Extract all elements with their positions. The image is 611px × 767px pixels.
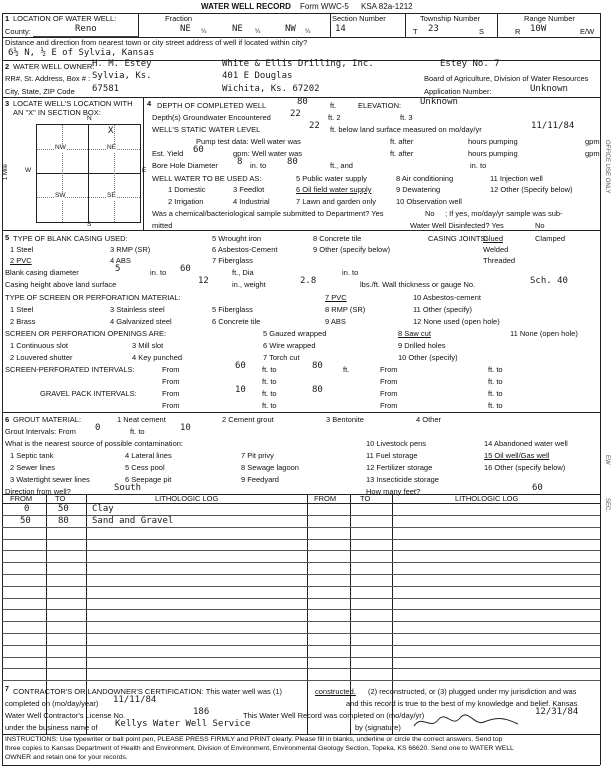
completed-label: completed on (mo/day/year) [5, 699, 99, 708]
cert-constructed[interactable]: constructed. [315, 687, 356, 696]
joints-glued[interactable]: Glued [483, 234, 504, 243]
township-value: 23 [428, 24, 439, 34]
range-prefix: R [515, 27, 521, 36]
casing-label: TYPE OF BLANK CASING USED: [13, 234, 128, 243]
opening-louvered[interactable]: 2 Louvered shutter [10, 353, 73, 362]
source-cess-pool[interactable]: 5 Cess pool [125, 463, 165, 472]
screen-asbestos[interactable]: 10 Asbestos-cement [413, 293, 481, 302]
location-mark: X [108, 126, 114, 136]
perf-ft: ft. [343, 365, 350, 374]
log-row-1-desc: Clay [92, 504, 114, 514]
driller-name: White & Ellis Drilling, Inc. [222, 59, 374, 69]
source-fuel[interactable]: 11 Fuel storage [366, 451, 418, 460]
source-sewer[interactable]: 2 Sewer lines [10, 463, 56, 472]
source-oil-gas-well[interactable]: 15 Oil well/Gas well [484, 451, 550, 460]
source-abandoned-well[interactable]: 14 Abandoned water well [484, 439, 568, 448]
log-row-line [2, 574, 600, 575]
opening-other[interactable]: 10 Other (specify) [398, 353, 458, 362]
use-other[interactable]: 12 Other (Specify below) [490, 185, 573, 194]
screen-pvc[interactable]: 7 PVC [325, 293, 347, 302]
quadrant-nw: NW [55, 144, 66, 151]
bore-and: ft., and [330, 161, 353, 170]
section-1-number: 1 [5, 14, 10, 23]
screen-brass[interactable]: 2 Brass [10, 317, 36, 326]
source-fertilizer[interactable]: 12 Fertilizer storage [366, 463, 433, 472]
height-label: Casing height above land surface [5, 280, 117, 289]
log-row-line [2, 668, 600, 669]
address-label: RR#, St. Address, Box # : [5, 74, 91, 83]
pump-after: ft. after [390, 137, 414, 146]
perf-to-4: ft. to [488, 377, 503, 386]
depth-value: 80 [297, 97, 308, 107]
bore-label: Bore Hole Diameter [152, 161, 218, 170]
grout-other[interactable]: 4 Other [416, 415, 442, 424]
section-number-label: Section Number [332, 14, 386, 23]
quadrant-sw: SW [55, 192, 66, 199]
quarter-mark-2: ¼ [255, 28, 261, 35]
perf-to-2: ft. to [488, 365, 503, 374]
source-septic[interactable]: 1 Septic tank [10, 451, 54, 460]
casing-concrete[interactable]: 8 Concrete tile [313, 234, 362, 243]
use-domestic[interactable]: 1 Domestic [168, 185, 206, 194]
city-label: City, State, ZIP Code [5, 87, 75, 96]
business-value: Kellys Water Well Service [115, 719, 251, 729]
quarter-mark-3: ¼ [305, 28, 311, 35]
use-lawn-garden[interactable]: 7 Lawn and garden only [296, 197, 377, 206]
signature [412, 712, 522, 732]
perf-from-value: 60 [235, 361, 246, 371]
license-value: 186 [193, 707, 210, 717]
groundwater-label: Depth(s) Groundwater Encountered [152, 113, 271, 122]
casing-pvc[interactable]: 2 PVC [10, 256, 32, 265]
screen-stainless[interactable]: 3 Stainless steel [110, 305, 165, 314]
compass-e: E [142, 167, 147, 174]
groundwater-1: 22 [290, 109, 301, 119]
yield-value: 60 [193, 145, 204, 155]
use-feedlot[interactable]: 3 Feedlot [233, 185, 265, 194]
screen-label: TYPE OF SCREEN OR PERFORATION MATERIAL: [5, 293, 181, 302]
static-date: 11/11/84 [531, 121, 575, 131]
section-7-number: 7 [5, 686, 9, 693]
township-label: Township Number [420, 14, 481, 23]
section-6-number: 6 [5, 415, 10, 424]
yield-after: ft. after [390, 149, 414, 158]
address-value: Sylvia, Ks. [92, 71, 152, 81]
log-row-2-desc: Sand and Gravel [92, 516, 174, 526]
owner-label: WATER WELL OWNER: [13, 62, 95, 71]
log-row-line [2, 562, 600, 563]
record-label: This Water Well Record was completed on (mo/day/yr) [243, 711, 425, 720]
screen-other[interactable]: 11 Other (specify) [413, 305, 473, 314]
ksa-reference: KSA 82a-1212 [361, 2, 413, 11]
opening-saw-cut[interactable]: 8 Saw cut [398, 329, 431, 338]
diameter-in-to: in. to [150, 268, 167, 277]
board-label: Board of Agriculture, Division of Water Resources [424, 74, 589, 83]
bore-in-to-2: in. to [470, 161, 487, 170]
application-label: Application Number: [424, 87, 492, 96]
use-oil-field-supply[interactable]: 6 Oil field water supply [296, 185, 372, 194]
gravel-to-4: ft. to [488, 401, 503, 410]
form-number: Form WWC-5 [300, 2, 349, 11]
application-number: Unknown [530, 84, 568, 94]
screen-concrete[interactable]: 6 Concrete tile [212, 317, 261, 326]
pump-test-label: Pump test data: Well water was [196, 137, 301, 146]
opening-key-punched[interactable]: 4 Key punched [132, 353, 183, 362]
log-row-line [2, 621, 600, 622]
locate-label-2: AN "X" IN SECTION BOX: [13, 108, 101, 117]
gravel-to-label: ft. to [262, 389, 277, 398]
direction-value: South [114, 483, 142, 493]
source-insecticide[interactable]: 13 Insecticide storage [366, 475, 439, 484]
diameter-to-value: 60 [180, 264, 191, 274]
use-dewatering[interactable]: 9 Dewatering [396, 185, 441, 194]
record-date: 12/31/84 [535, 707, 579, 717]
screen-none[interactable]: 12 None used (open hole) [413, 317, 500, 326]
log-row-line [2, 633, 600, 634]
section-3-number: 3 [5, 99, 10, 108]
locate-label-1: LOCATE WELL'S LOCATION WITH [13, 99, 133, 108]
gravel-from-label: From [162, 389, 180, 398]
opening-drilled[interactable]: 9 Drilled holes [398, 341, 446, 350]
fraction-label: Fraction [165, 14, 193, 23]
form-title: WATER WELL RECORD [201, 2, 291, 11]
static-tail: ft. below land surface measured on mo/day/yr [330, 125, 482, 134]
casing-rmp[interactable]: 3 RMP (SR) [110, 245, 151, 254]
log-row-line [2, 645, 600, 646]
driller-city: Wichita, Ks. 67202 [222, 84, 320, 94]
grout-neat-cement[interactable]: 1 Neat cement [117, 415, 166, 424]
use-public-supply[interactable]: 5 Public water supply [296, 174, 367, 183]
casing-asbestos[interactable]: 6 Asbestos-Cement [212, 245, 278, 254]
office-use-label: OFFICE USE ONLY [604, 140, 610, 194]
bact-label: Was a chemical/bacteriological sample submitted to Department? Yes [152, 209, 384, 218]
township-prefix: T [413, 27, 418, 36]
screen-steel[interactable]: 1 Steel [10, 305, 34, 314]
ew-label: EW [604, 455, 610, 465]
section-box [36, 124, 141, 223]
use-label: WELL WATER TO BE USED AS: [152, 174, 262, 183]
source-feedyard[interactable]: 9 Feedyard [241, 475, 279, 484]
instructions-1: INSTRUCTIONS: Use typewriter or ball point pen, PLEASE PRESS FIRMLY and PRINT clearly. Please fill in blanks, underline or circle the correct answers. Send top [5, 736, 503, 743]
groundwater-2-label: ft. 2 [328, 113, 341, 122]
grout-bentonite[interactable]: 3 Bentonite [326, 415, 364, 424]
section-4-number: 4 [147, 99, 152, 108]
screen-abs[interactable]: 9 ABS [325, 317, 346, 326]
gravel-from-3: From [162, 401, 180, 410]
grout-to-value: 10 [180, 423, 191, 433]
disinfected-label: Water Well Disinfected? Yes [410, 221, 504, 230]
source-livestock[interactable]: 10 Livestock pens [366, 439, 427, 448]
perf-from-label: From [162, 365, 180, 374]
use-observation[interactable]: 10 Observation well [396, 197, 462, 206]
log-row-line [2, 598, 600, 599]
screen-fiberglass[interactable]: 5 Fiberglass [212, 305, 253, 314]
grout-label: GROUT MATERIAL: [13, 415, 82, 424]
perf-to-value: 80 [312, 361, 323, 371]
contamination-label: What is the nearest source of possible contamination: [5, 439, 184, 448]
openings-label: SCREEN OR PERFORATION OPENINGS ARE: [5, 329, 167, 338]
use-irrigation[interactable]: 2 Irrigation [168, 197, 204, 206]
compass-n: N [87, 115, 92, 122]
direction-label: Direction from well? [5, 487, 71, 496]
owner-value: H. M. Estey [92, 59, 152, 69]
opening-torch-cut[interactable]: 7 Torch cut [263, 353, 300, 362]
yield-hours: hours pumping [468, 149, 518, 158]
joints-threaded[interactable]: Threaded [483, 256, 516, 265]
weight-value: 2.8 [300, 276, 317, 286]
license-label: Water Well Contractor's License No. [5, 711, 126, 720]
perf-to-label: ft. to [262, 365, 277, 374]
depth-label: DEPTH OF COMPLETED WELL [157, 101, 267, 110]
diameter-value: 5 [115, 264, 121, 274]
fraction-1: NE [180, 24, 191, 34]
screen-rmp[interactable]: 8 RMP (SR) [325, 305, 366, 314]
section-number-value: 14 [335, 24, 346, 34]
yield-gpm: gpm [585, 149, 600, 158]
opening-mill-slot[interactable]: 3 Mill slot [132, 341, 164, 350]
gravel-to-value: 80 [312, 385, 323, 395]
log-title-right: LITHOLOGIC LOG [455, 494, 519, 503]
section-2-number: 2 [5, 62, 10, 71]
county-label: County: [5, 27, 31, 36]
sec-label: SEC. [604, 498, 610, 513]
casing-other[interactable]: 9 Other (specify below) [313, 245, 391, 254]
height-weight-label: in., weight [232, 280, 266, 289]
bore-value: 8 [237, 157, 243, 167]
distance-label: Distance and direction from nearest town or city street address of well if located within city? [5, 38, 308, 47]
section-5-number: 5 [5, 233, 10, 242]
grout-to-label: ft. to [130, 427, 145, 436]
quarter-mark-1: ¼ [201, 28, 207, 35]
log-row-2-to: 80 [58, 516, 69, 526]
fraction-2: NE [232, 24, 243, 34]
source-lateral[interactable]: 4 Lateral lines [125, 451, 172, 460]
bact-no: No [425, 209, 435, 218]
log-to-header: TO [55, 494, 66, 503]
well-name: Estey No. 7 [440, 59, 500, 69]
use-air-conditioning[interactable]: 8 Air conditioning [396, 174, 454, 183]
bact-tail: ; If yes, mo/day/yr sample was sub- [445, 209, 563, 218]
gravel-to-2: ft. to [488, 389, 503, 398]
grout-intervals-label: Grout Intervals: From [5, 427, 76, 436]
yield-label: Est. Yield [152, 149, 184, 158]
log-from-header: FROM [10, 494, 33, 503]
cert-label: CONTRACTOR'S OR LANDOWNER'S CERTIFICATION: This water well was (1) [13, 687, 283, 696]
range-value: 10W [530, 24, 547, 34]
log-row-1-from: 0 [24, 504, 30, 514]
zip-value: 67581 [92, 84, 120, 94]
howmany-label: How many feet? [366, 487, 421, 496]
log-title-left: LITHOLOGIC LOG [155, 494, 219, 503]
compass-s: S [87, 221, 92, 228]
distance-value: 6½ N, ½ E of Sylvia, Kansas [8, 48, 155, 58]
diameter-label: Blank casing diameter [5, 268, 79, 277]
source-lagoon[interactable]: 8 Sewage lagoon [241, 463, 299, 472]
use-industrial[interactable]: 4 Industrial [233, 197, 270, 206]
gravel-from-4: From [380, 401, 398, 410]
opening-none[interactable]: 11 None (open hole) [510, 329, 578, 338]
casing-fiberglass[interactable]: 7 Fiberglass [212, 256, 253, 265]
perf-from-4: From [380, 377, 398, 386]
opening-gauzed[interactable]: 5 Gauzed wrapped [263, 329, 327, 338]
pump-gpm: gpm [585, 137, 600, 146]
bore-to-value: 80 [287, 157, 298, 167]
opening-wire-wrapped[interactable]: 6 Wire wrapped [263, 341, 316, 350]
screen-galvanized[interactable]: 4 Galvanized steel [110, 317, 172, 326]
log-row-line [2, 680, 600, 681]
source-other[interactable]: 16 Other (specify below) [484, 463, 566, 472]
disinfected-value: No [535, 221, 545, 230]
pump-hours: hours pumping [468, 137, 518, 146]
opening-continuous[interactable]: 1 Continuous slot [10, 341, 68, 350]
location-label: LOCATION OF WATER WELL: [13, 14, 117, 23]
log-row-line [2, 527, 600, 528]
record-tail: and this record is true to the best of my knowledge and belief. Kansas [346, 699, 578, 708]
bact-mitted: mitted [152, 221, 173, 230]
source-pit-privy[interactable]: 7 Pit privy [241, 451, 274, 460]
compass-w: W [25, 167, 32, 174]
log-row-1-to: 50 [58, 504, 69, 514]
perf-from-3: From [162, 377, 180, 386]
log-row-line [2, 609, 600, 610]
instructions-2: three copies to Kansas Department of Health and Environment, Division of Environment, Environmental Geology Section, Topeka, KS 66620. Send one to WATER WELL [5, 745, 514, 752]
perf-to-3: ft. to [262, 377, 277, 386]
mile-label: 1 Mile [3, 163, 9, 180]
range-suffix: E/W [580, 27, 595, 36]
howmany-value: 60 [532, 483, 543, 493]
diameter-in-to-2: in. to [342, 268, 359, 277]
gravel-to-3: ft. to [262, 401, 277, 410]
log-row-line [2, 657, 600, 658]
casing-abs[interactable]: 4 ABS [110, 256, 131, 265]
joints-label: CASING JOINTS: [428, 234, 488, 243]
cert-tail: (2) reconstructed, or (3) plugged under my jurisdiction and was [368, 687, 577, 696]
use-injection[interactable]: 11 Injection well [490, 174, 543, 183]
source-seepage-pit[interactable]: 6 Seepage pit [125, 475, 172, 484]
static-label: WELL'S STATIC WATER LEVEL [152, 125, 261, 134]
perf-from-2: From [380, 365, 398, 374]
business-label: under the business name of [5, 723, 98, 732]
grout-cement[interactable]: 2 Cement grout [222, 415, 274, 424]
elevation-label: ELEVATION: [358, 101, 402, 110]
groundwater-3-label: ft. 3 [400, 113, 413, 122]
log-row-2-from: 50 [20, 516, 31, 526]
gravel-from-value: 10 [235, 385, 246, 395]
county-value: Reno [75, 24, 97, 34]
casing-wrought-iron[interactable]: 5 Wrought iron [212, 234, 262, 243]
signature-label: by (signature) [355, 723, 401, 732]
height-value: 12 [198, 276, 209, 286]
bore-in-to: in. to [250, 161, 267, 170]
casing-steel[interactable]: 1 Steel [10, 245, 34, 254]
depth-ft: ft. [330, 101, 337, 110]
elevation-value: Unknown [420, 97, 458, 107]
weight-lbs-label: lbs./ft. Wall thickness or gauge No. [360, 280, 476, 289]
gravel-label: GRAVEL PACK INTERVALS: [40, 389, 137, 398]
yield-gpm-label: gpm: Well water was [233, 149, 303, 158]
joints-clamped[interactable]: Clamped [535, 234, 566, 243]
completed-value: 11/11/84 [113, 695, 157, 705]
static-value: 22 [309, 121, 320, 131]
source-watertight-sewer[interactable]: 3 Watertight sewer lines [10, 475, 90, 484]
log-from-header-right: FROM [314, 494, 337, 503]
township-suffix: S [479, 27, 485, 36]
driller-address: 401 E Douglas [222, 71, 293, 81]
gravel-from-2: From [380, 389, 398, 398]
diameter-ft-dia: ft., Dia [232, 268, 254, 277]
gauge-value: Sch. 40 [530, 276, 568, 286]
quadrant-ne: NE [107, 144, 117, 151]
log-row-line [2, 550, 600, 551]
log-row-line [2, 539, 600, 540]
quadrant-se: SE [107, 192, 116, 199]
log-to-header-right: TO [360, 494, 371, 503]
range-label: Range Number [524, 14, 575, 23]
log-row-line [2, 586, 600, 587]
instructions-3: OWNER and retain one for your records. [5, 754, 128, 761]
fraction-3: NW [285, 24, 296, 34]
joints-welded[interactable]: Welded [483, 245, 509, 254]
grout-from-value: 0 [95, 423, 101, 433]
perforated-label: SCREEN-PERFORATED INTERVALS: [5, 365, 135, 374]
